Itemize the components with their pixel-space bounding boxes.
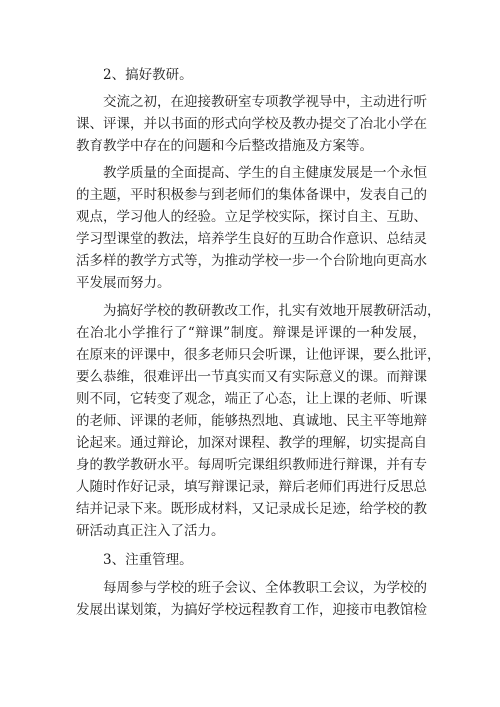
paragraph-line: 论起来。通过辩论，加深对课程、教学的理解，切实提高自 xyxy=(76,435,427,451)
paragraph-line: 的主题，平时积极参与到老师们的集体备课中，发表自己的 xyxy=(76,187,427,203)
paragraph-line: 学习型课堂的教法，培养学生良好的互助合作意识、总结灵 xyxy=(76,231,427,247)
paragraph-line: 身的教学教研水平。每周听完课组织教师进行辩课，并有专 xyxy=(76,457,427,473)
paragraph-line: 在冶北小学推行了“辩课”制度。辩课是评课的一种发展， xyxy=(76,325,426,341)
paragraph-line: 教育教学中存在的问题和今后整改措施及方案等。 xyxy=(76,138,373,154)
paragraph-line: 为搞好学校的教研教改工作，扎实有效地开展教研活动， xyxy=(103,303,441,319)
paragraph-line: 则不同，它转变了观念，端正了心态，让上课的老师、听课 xyxy=(76,391,427,407)
paragraph-line: 平发展而努力。 xyxy=(76,275,171,291)
paragraph-line: 发展出谋划策，为搞好学校远程教育工作，迎接市电教馆检 xyxy=(76,602,427,618)
paragraph-line: 每周参与学校的班子会议、全体教职工会议，为学校的 xyxy=(103,580,427,596)
paragraph-line: 活多样的教学方式等，为推动学校一步一个台阶地向更高水 xyxy=(76,253,427,269)
paragraph-line: 要么恭维，很难评出一节真实而又有实际意义的课。而辩课 xyxy=(76,369,427,385)
paragraph-line: 在原来的评课中，很多老师只会听课，让他评课，要么批评， xyxy=(76,347,441,363)
paragraph-line: 结并记录下来。既形成材料，又记录成长足迹，给学校的教 xyxy=(76,501,427,517)
paragraph-line: 交流之初，在迎接教研室专项教学视导中，主动进行听 xyxy=(103,94,427,110)
paragraph-line: 观点，学习他人的经验。立足学校实际，探讨自主、互助、 xyxy=(76,209,427,225)
paragraph-line: 的老师、评课的老师，能够热烈地、真诚地、民主平等地辩 xyxy=(76,413,427,429)
section-heading: 3、注重管理。 xyxy=(103,552,193,568)
paragraph-line: 课、评课，并以书面的形式向学校及教办提交了冶北小学在 xyxy=(76,116,427,132)
paragraph-line: 人随时作好记录，填写辩课记录，辩后老师们再进行反思总 xyxy=(76,479,427,495)
paragraph-line: 教学质量的全面提高、学生的自主健康发展是一个永恒 xyxy=(103,165,427,181)
paragraph-line: 研活动真正注入了活力。 xyxy=(76,523,225,539)
section-heading: 2、搞好教研。 xyxy=(103,67,193,83)
